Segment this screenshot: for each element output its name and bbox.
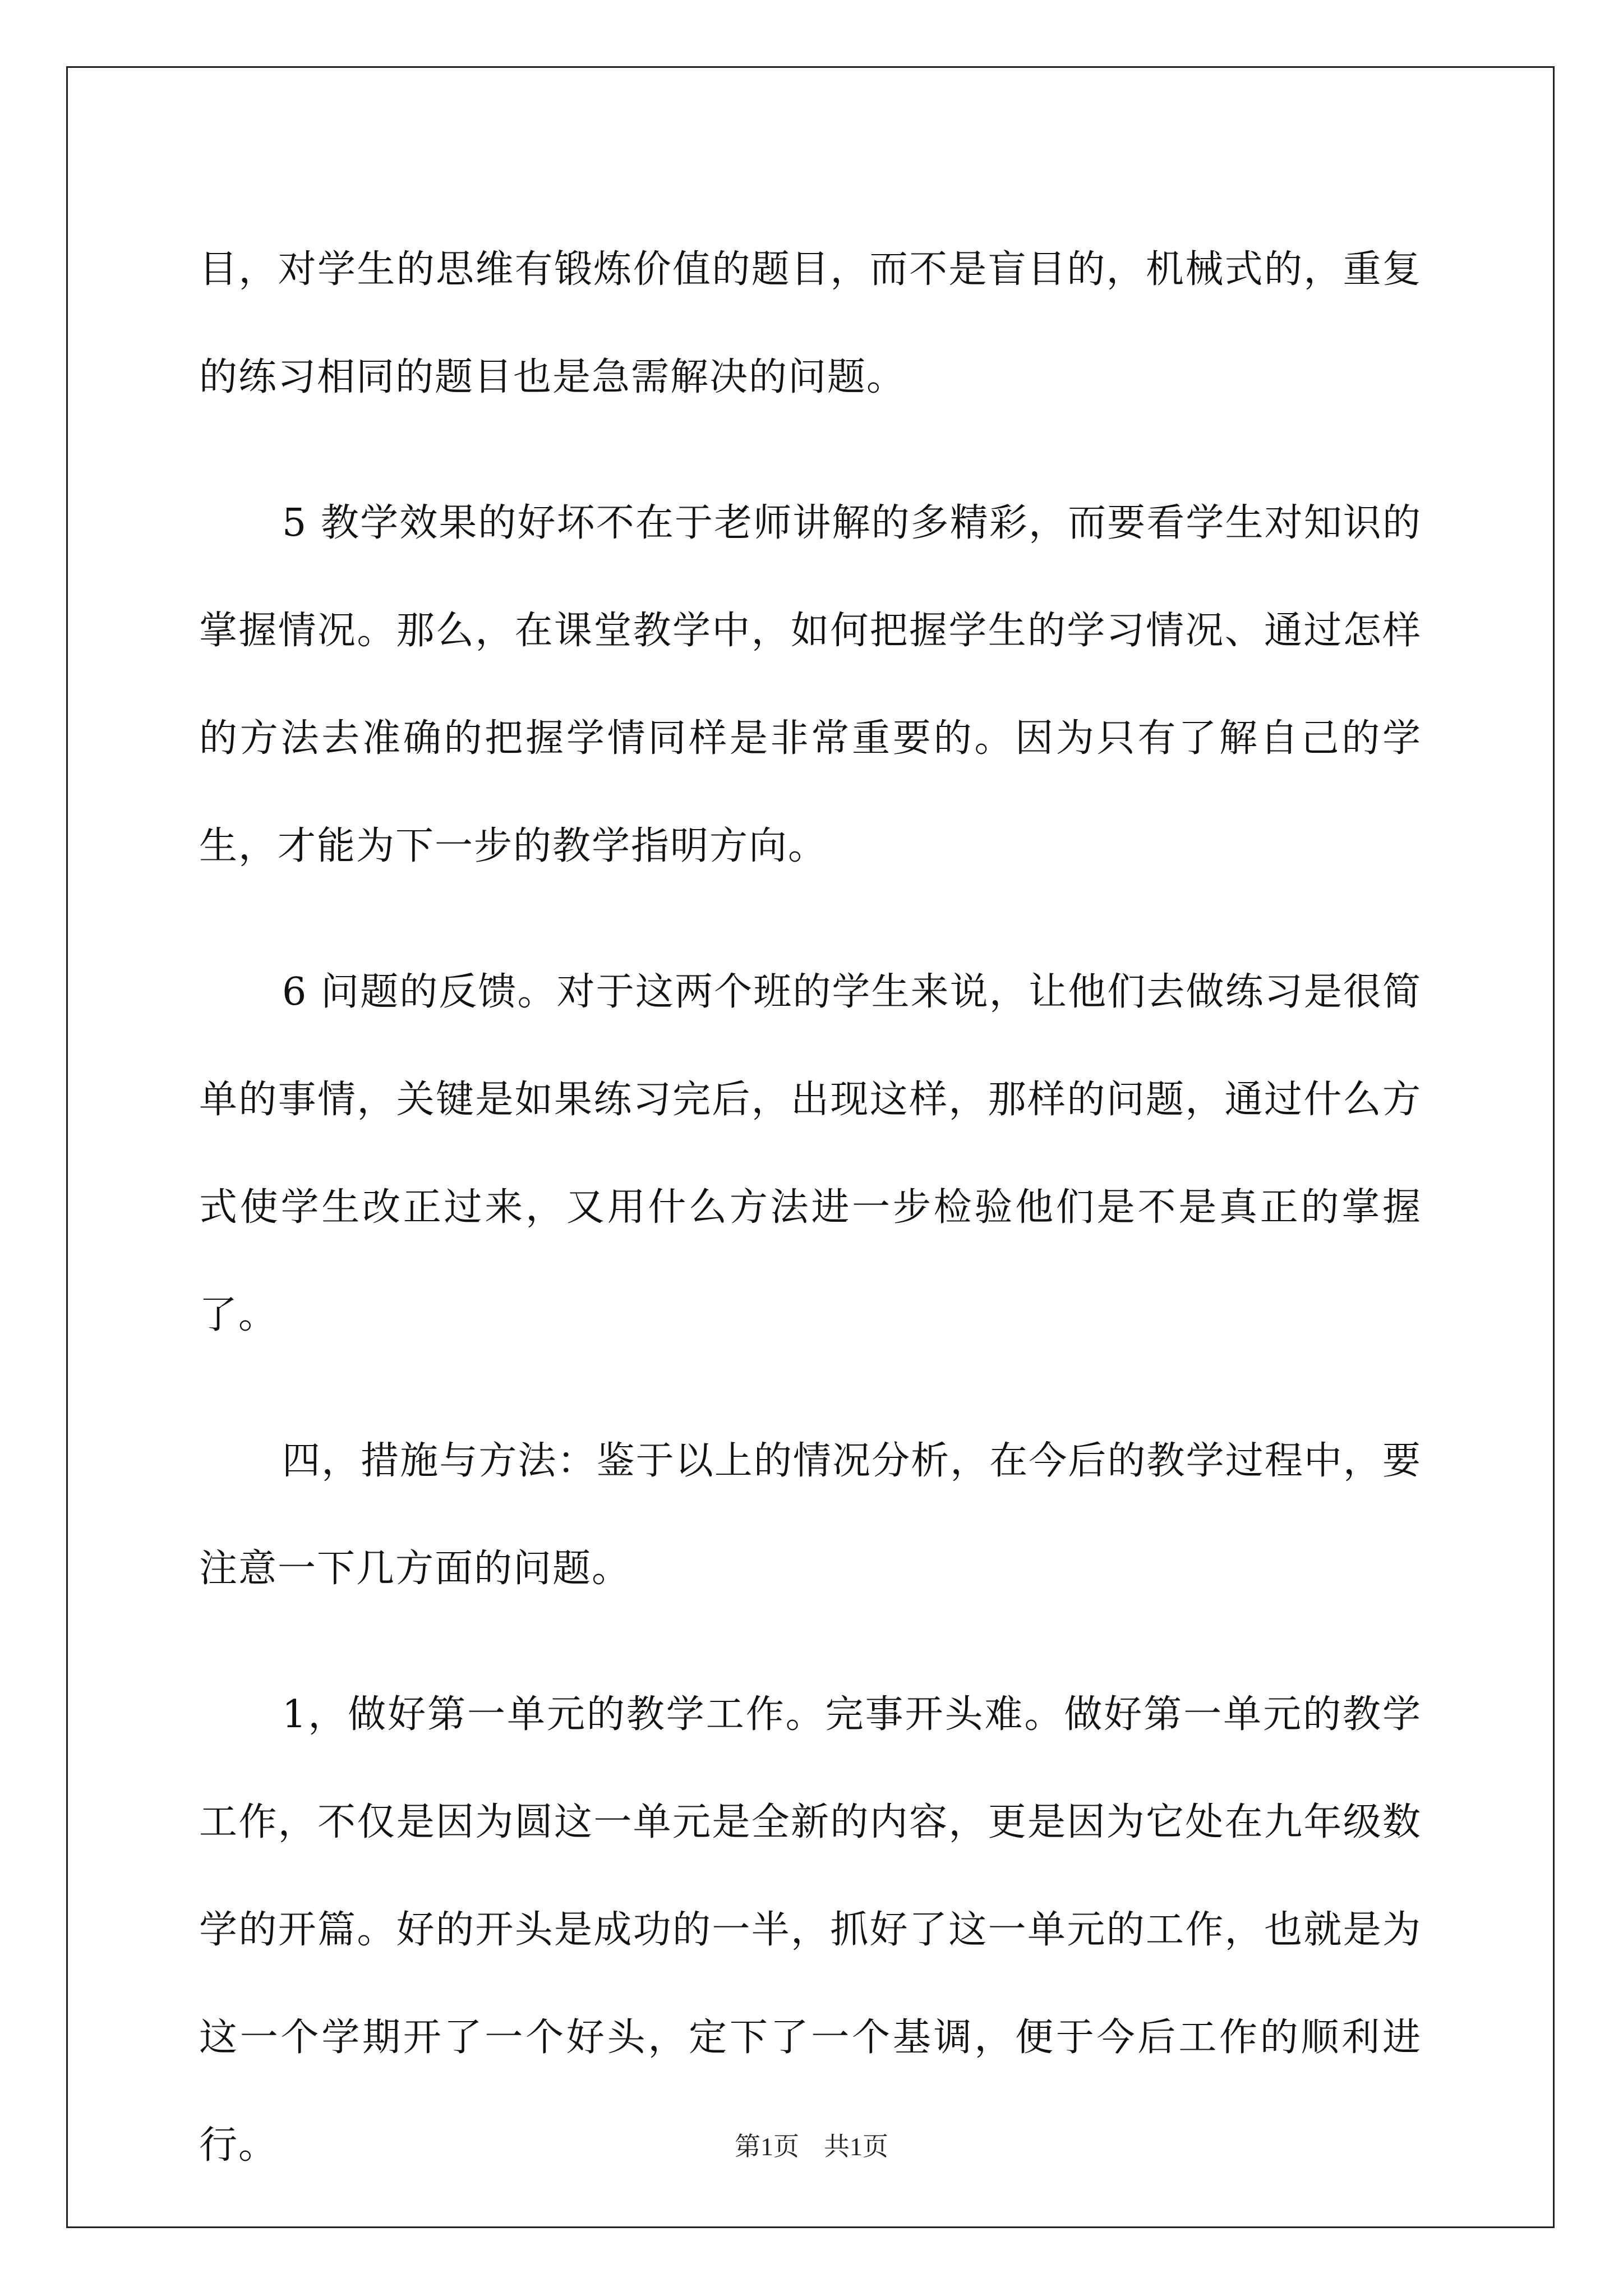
paragraph-section-four: 四，措施与方法：鉴于以上的情况分析，在今后的教学过程中，要注意一下几方面的问题。 (199, 1439, 1422, 1591)
paragraph-continuation: 目，对学生的思维有锻炼价值的题目，而不是盲目的，机械式的，重复的练习相同的题目也是急需解决的问题。 (199, 247, 1422, 399)
page-number: 第1页 (735, 2132, 799, 2161)
paragraph-item-6: 6 问题的反馈。对于这两个班的学生来说，让他们去做练习是很简单的事情，关键是如果练习完后，出现这样，那样的问题，通过什么方式使学生改正过来，又用什么方法进一步检验他们是不是真正的掌握了。 (199, 970, 1422, 1337)
document-body (199, 216, 1422, 2238)
page-total: 共1页 (824, 2132, 888, 2161)
page-footer (0, 2126, 1623, 2163)
paragraph-measure-1: 1，做好第一单元的教学工作。完事开头难。做好第一单元的教学工作，不仅是因为圆这一单元是全新的内容，更是因为它处在九年级数学的开篇。好的开头是成功的一半，抓好了这一单元的工作，也就是为这一个学期开了一个好头，定下了一个基调，便于今后工作的顺利进行。 (199, 1692, 1422, 2168)
paragraph-item-5: 5 教学效果的好坏不在于老师讲解的多精彩，而要看学生对知识的掌握情况。那么，在课堂教学中，如何把握学生的学习情况、通过怎样的方法去准确的把握学情同样是非常重要的。因为只有了解自己的学生，才能为下一步的教学指明方向。 (199, 501, 1422, 868)
